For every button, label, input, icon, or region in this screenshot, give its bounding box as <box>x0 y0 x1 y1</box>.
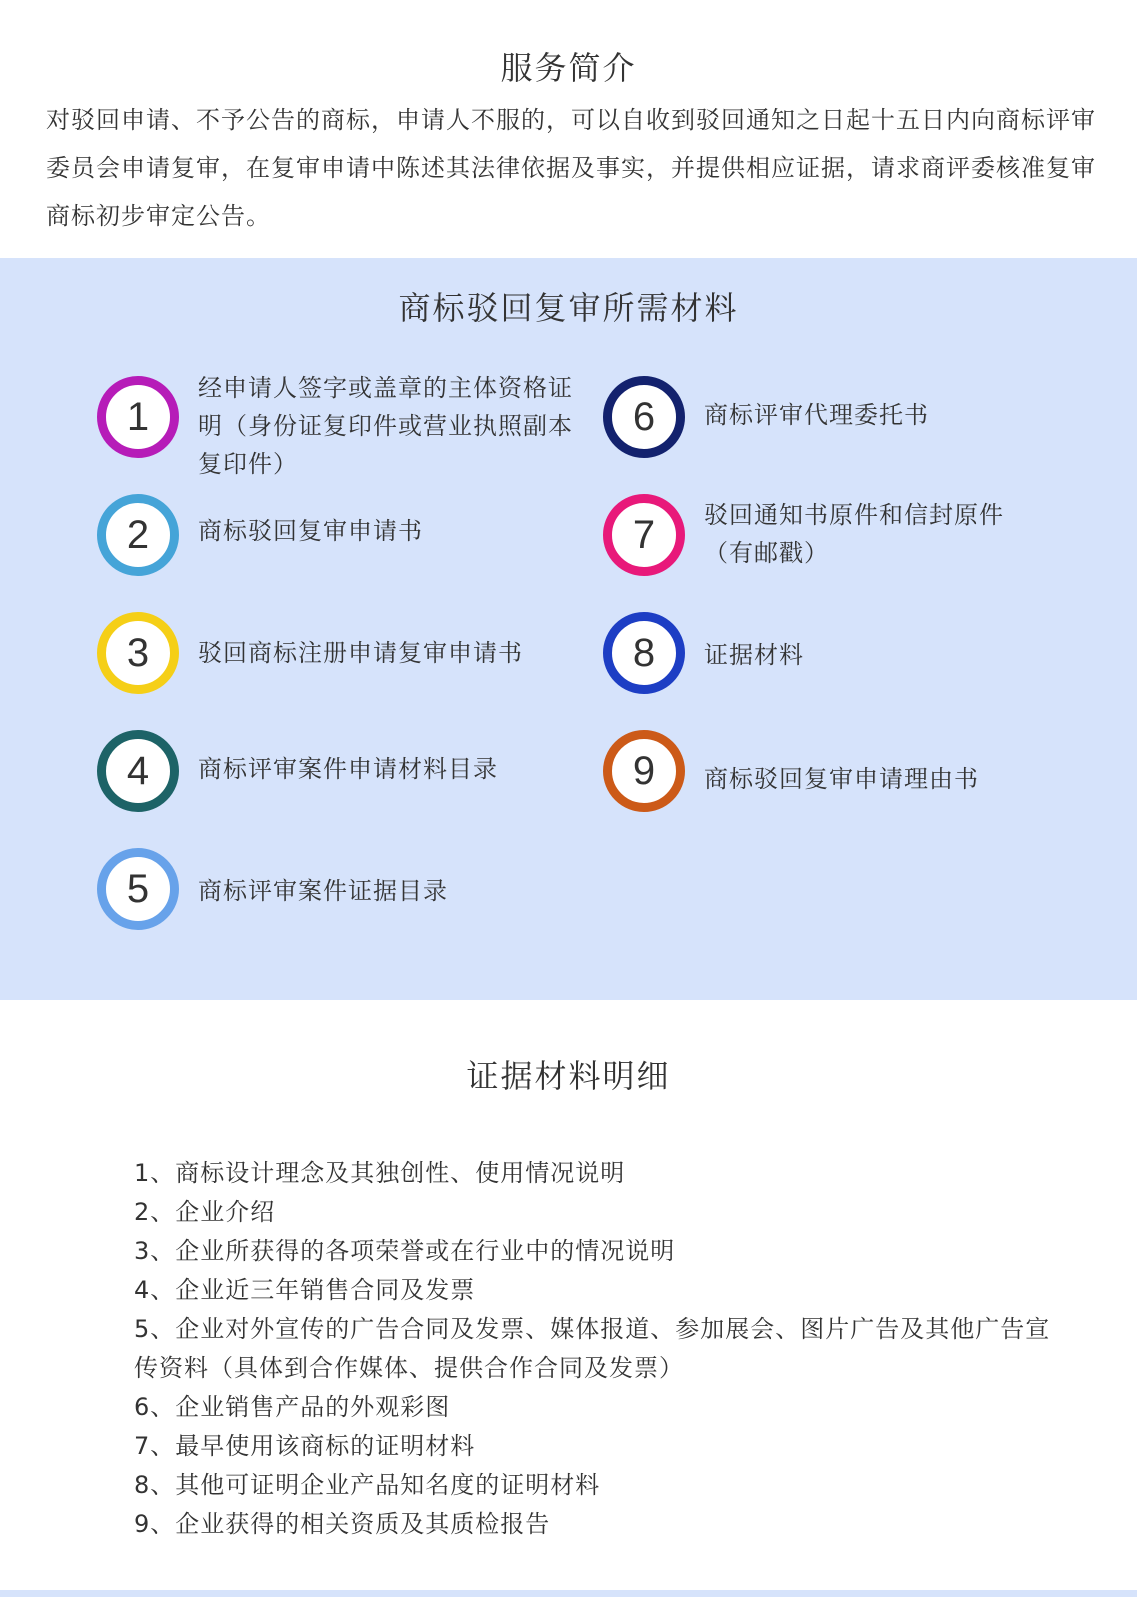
material-item-7 <box>603 494 1083 576</box>
material-item-8 <box>603 612 1083 694</box>
bottom-divider-strip <box>0 1590 1137 1597</box>
material-label-1: 经申请人签字或盖章的主体资格证明（身份证复印件或营业执照副本复印件） <box>198 374 573 478</box>
number-badge-8: 8 <box>603 612 685 694</box>
evidence-list-item: 6、企业销售产品的外观彩图 <box>134 1393 451 1421</box>
number-badge-6: 6 <box>603 376 685 458</box>
evidence-list-item: 7、最早使用该商标的证明材料 <box>134 1432 476 1460</box>
evidence-details-section <box>0 1000 1137 1590</box>
required-materials-section <box>0 258 1137 1000</box>
material-label-5: 商标评审案件证据目录 <box>198 877 448 905</box>
material-item-3 <box>97 612 587 694</box>
evidence-list-item: 1、商标设计理念及其独创性、使用情况说明 <box>134 1159 626 1187</box>
number-badge-2: 2 <box>97 494 179 576</box>
evidence-list-item: 4、企业近三年销售合同及发票 <box>134 1276 476 1304</box>
number-badge-9: 9 <box>603 730 685 812</box>
number-badge-3: 3 <box>97 612 179 694</box>
evidence-list-item: 2、企业介绍 <box>134 1198 276 1226</box>
material-item-2 <box>97 494 587 576</box>
material-label-9: 商标驳回复审申请理由书 <box>704 765 979 793</box>
service-intro-text: 对驳回申请、不予公告的商标，申请人不服的，可以自收到驳回通知之日起十五日内向商标评审委员会申请复审，在复审申请中陈述其法律依据及事实，并提供相应证据，请求商评委核准复审商标初步审定公告。 <box>46 106 1096 230</box>
evidence-list-item: 3、企业所获得的各项荣誉或在行业中的情况说明 <box>134 1237 676 1265</box>
material-item-6 <box>603 376 1083 458</box>
material-label-4: 商标评审案件申请材料目录 <box>198 755 498 783</box>
number-badge-4: 4 <box>97 730 179 812</box>
material-label-7: 驳回通知书原件和信封原件（有邮戳） <box>704 501 1004 567</box>
service-intro-section <box>0 0 1137 258</box>
evidence-list-item: 5、企业对外宣传的广告合同及发票、媒体报道、参加展会、图片广告及其他广告宣传资料（具体到合作媒体、提供合作合同及发票） <box>134 1315 1051 1382</box>
evidence-list-item: 9、企业获得的相关资质及其质检报告 <box>134 1510 551 1538</box>
number-badge-7: 7 <box>603 494 685 576</box>
material-item-9 <box>603 730 1083 812</box>
required-materials-title: 商标驳回复审所需材料 <box>398 289 739 327</box>
evidence-list-item: 8、其他可证明企业产品知名度的证明材料 <box>134 1471 601 1499</box>
material-item-4 <box>97 730 587 812</box>
material-item-5 <box>97 848 587 930</box>
material-label-8: 证据材料 <box>704 641 804 669</box>
material-label-3: 驳回商标注册申请复审申请书 <box>198 639 523 667</box>
number-badge-5: 5 <box>97 848 179 930</box>
service-intro-title: 服务简介 <box>500 49 637 87</box>
material-label-2: 商标驳回复审申请书 <box>198 517 423 545</box>
evidence-list <box>134 1154 1074 1544</box>
evidence-details-title: 证据材料明细 <box>466 1057 671 1095</box>
material-label-6: 商标评审代理委托书 <box>704 401 929 429</box>
number-badge-1: 1 <box>97 376 179 458</box>
material-item-1 <box>97 374 587 478</box>
